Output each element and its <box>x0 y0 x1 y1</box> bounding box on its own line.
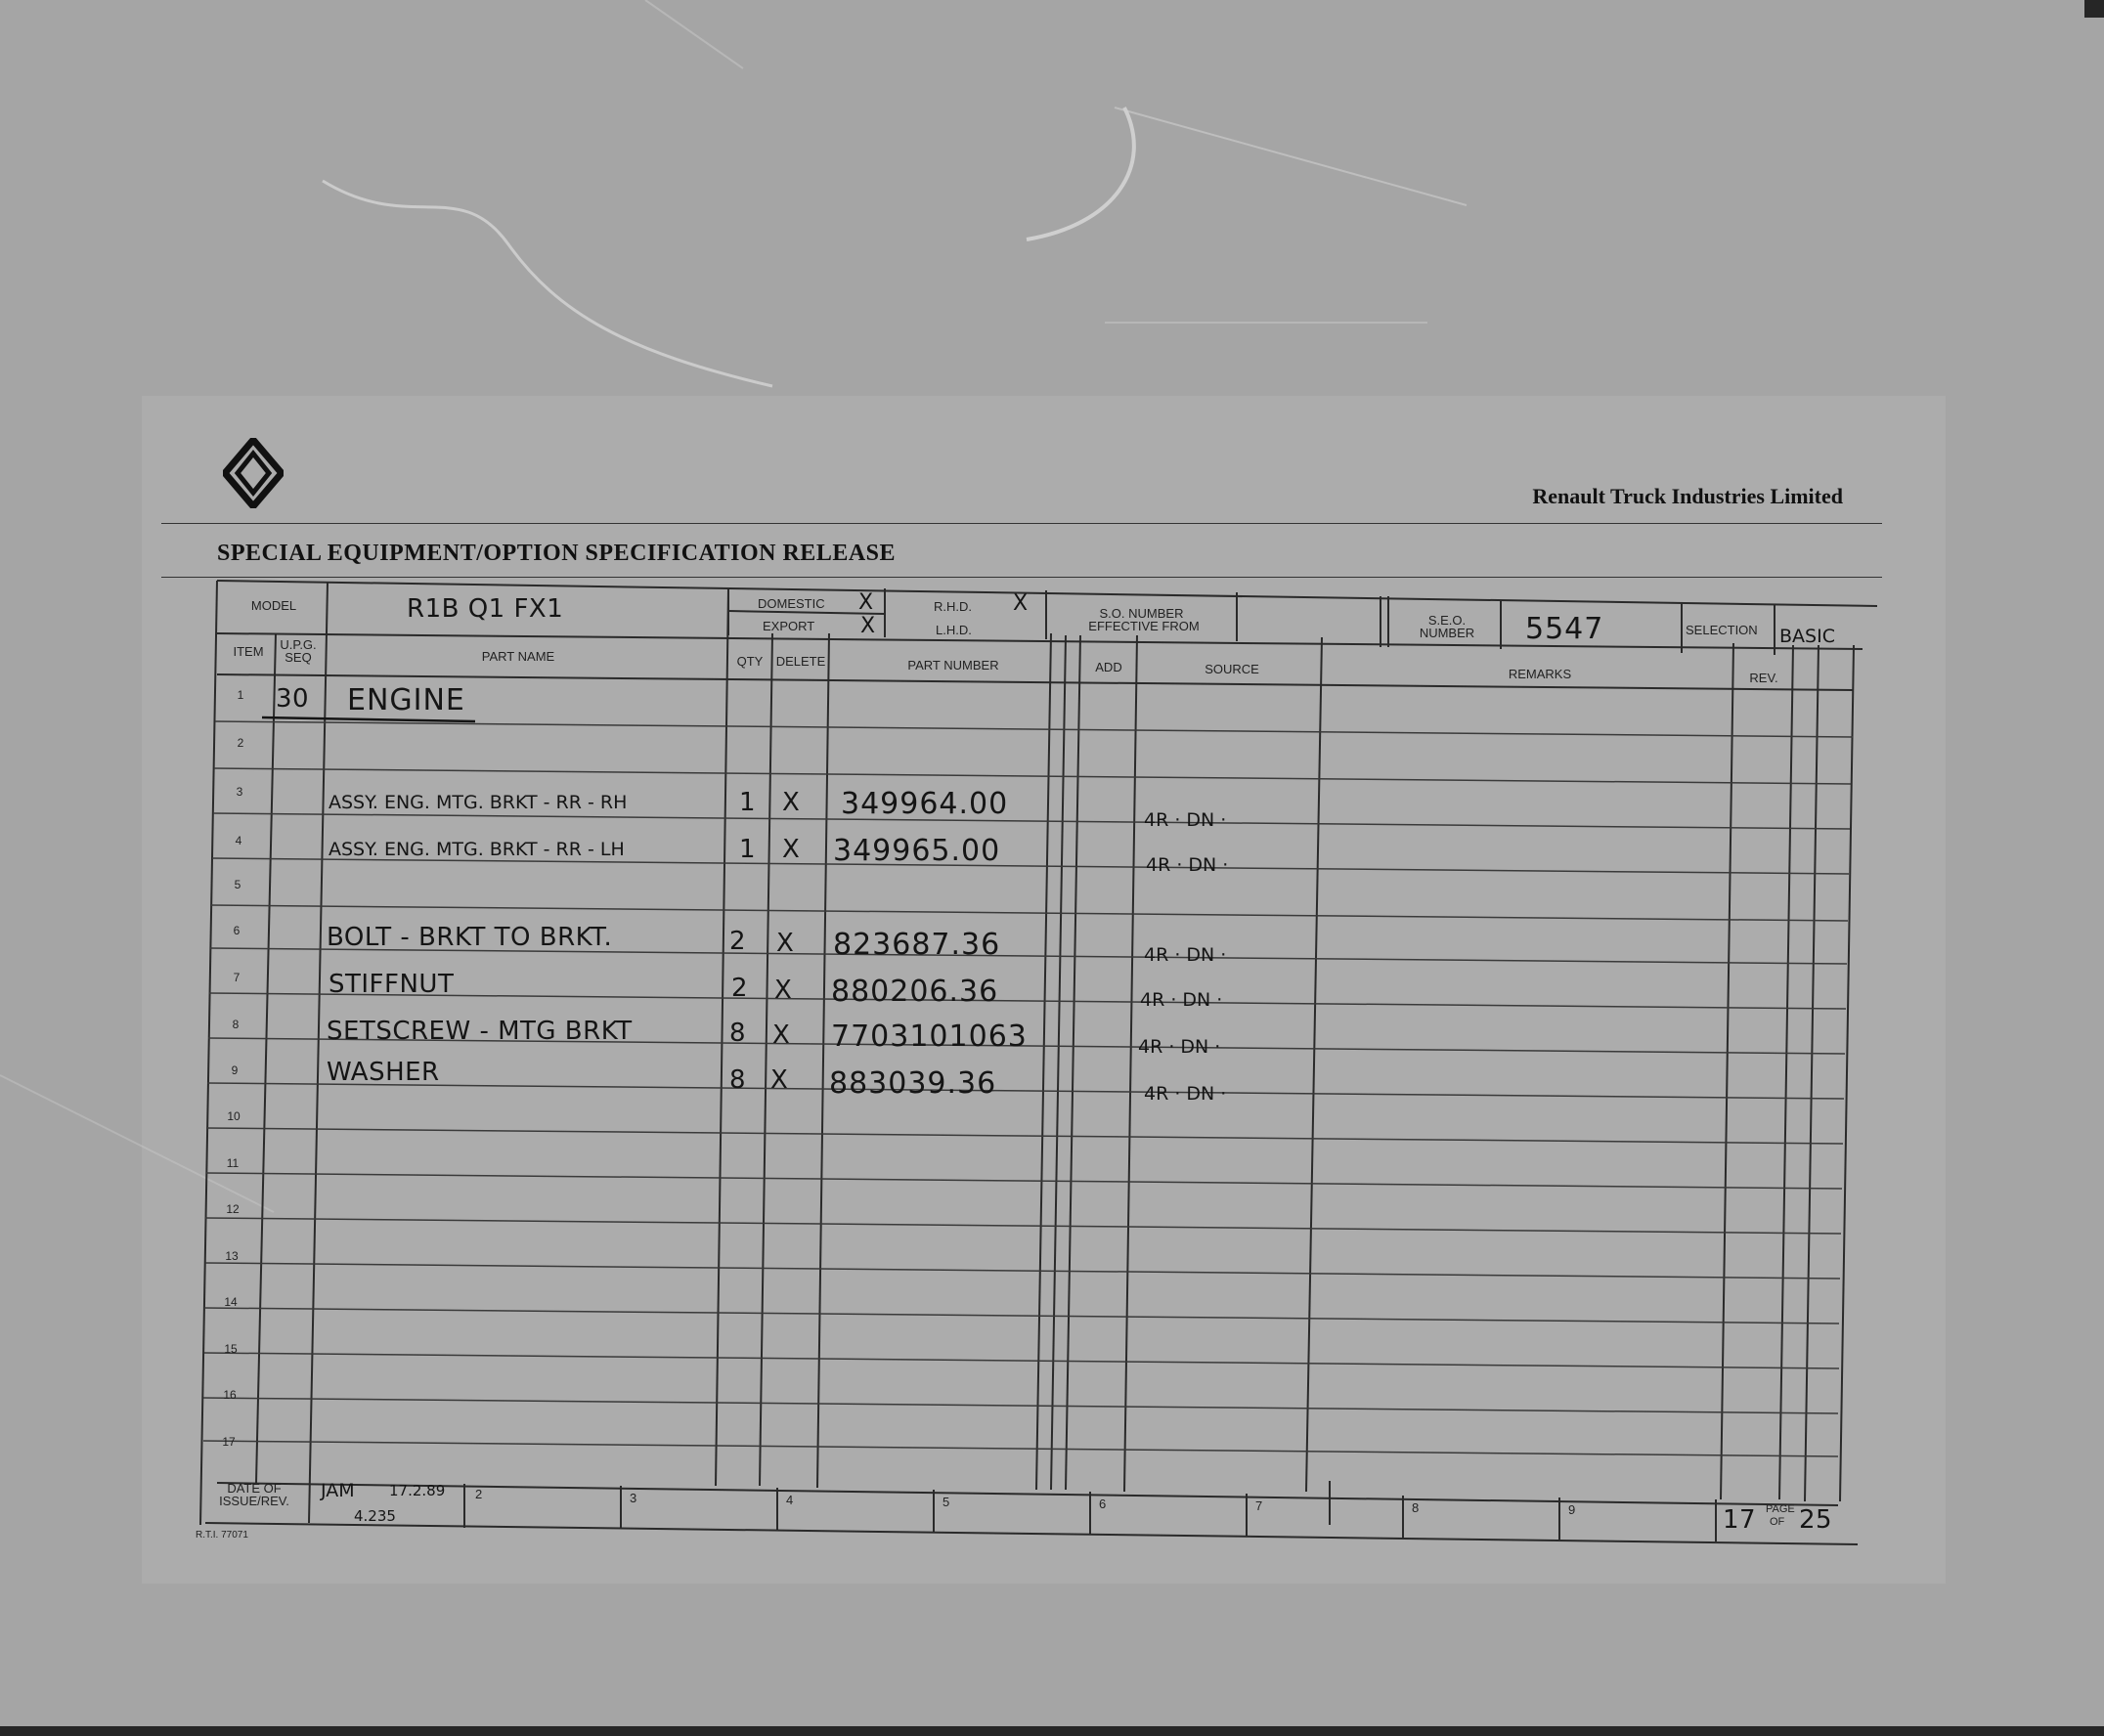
delete-header: DELETE <box>775 654 826 669</box>
date-of-label: DATE OF <box>227 1481 282 1496</box>
part-name-value: ASSY. ENG. MTG. BRKT - RR - RH <box>329 792 628 813</box>
part-name-value: STIFFNUT <box>329 970 455 999</box>
item-number: 9 <box>231 1063 239 1077</box>
part-number-value: 883039.36 <box>829 1066 997 1101</box>
effective-from-label: EFFECTIVE FROM <box>1088 619 1200 633</box>
rev-number: 4 <box>786 1493 794 1507</box>
delete-mark: X <box>772 1020 791 1050</box>
item-number: 14 <box>224 1295 238 1309</box>
source-header: SOURCE <box>1205 662 1259 676</box>
source-value: 4R · DN · <box>1138 1036 1221 1058</box>
source-value: 4R · DN · <box>1140 989 1223 1011</box>
item-number: 4 <box>235 834 242 847</box>
delete-mark: X <box>782 835 801 864</box>
so-number-label: S.O. NUMBER <box>1099 606 1184 621</box>
item-number: 12 <box>226 1202 240 1216</box>
rev1-sub: 4.235 <box>354 1507 396 1525</box>
model-label: MODEL <box>250 598 297 613</box>
part-number-header: PART NUMBER <box>907 658 999 673</box>
delete-mark: X <box>770 1065 789 1095</box>
upg-seq-value: 30 <box>276 684 310 714</box>
delete-mark: X <box>776 929 795 958</box>
qty-header: QTY <box>736 654 764 669</box>
rev1-initials: JAM <box>321 1480 355 1501</box>
upg-header: U.P.G. <box>280 637 317 652</box>
rev-header: REV. <box>1749 671 1778 685</box>
form-code: R.T.I. 77071 <box>196 1530 248 1541</box>
part-number-value: 7703101063 <box>831 1020 1028 1054</box>
item-number: 13 <box>225 1249 239 1263</box>
item-number: 8 <box>232 1018 240 1031</box>
rev-number: 8 <box>1412 1500 1420 1515</box>
page-total: 25 <box>1799 1505 1833 1535</box>
part-name-value: ENGINE <box>347 683 465 717</box>
seq-header: SEQ <box>285 650 312 665</box>
item-number: 16 <box>223 1388 237 1402</box>
page-label: PAGE <box>1766 1503 1795 1515</box>
domestic-check: X <box>858 590 874 615</box>
qty-value: 1 <box>739 835 757 864</box>
form-title: SPECIAL EQUIPMENT/OPTION SPECIFICATION RELEASE <box>217 541 897 566</box>
qty-value: 8 <box>729 1065 747 1095</box>
source-value: 4R · DN · <box>1144 809 1227 831</box>
item-header: ITEM <box>233 644 264 659</box>
rev-number: 7 <box>1255 1498 1263 1513</box>
item-number: 6 <box>233 924 241 937</box>
remarks-header: REMARKS <box>1508 667 1572 681</box>
part-number-value: 349964.00 <box>841 787 1009 821</box>
part-name-header: PART NAME <box>481 649 555 664</box>
export-label: EXPORT <box>763 619 815 633</box>
lhd-label: L.H.D. <box>936 623 972 637</box>
rev-number: 6 <box>1099 1497 1107 1511</box>
part-number-value: 823687.36 <box>833 928 1001 962</box>
page-number: 17 <box>1723 1505 1757 1535</box>
item-number: 7 <box>233 971 241 984</box>
source-value: 4R · DN · <box>1146 854 1229 876</box>
part-name-value: SETSCREW - MTG BRKT <box>327 1017 633 1046</box>
delete-mark: X <box>774 976 793 1005</box>
rhd-check: X <box>1013 591 1029 616</box>
seo-number-label: NUMBER <box>1419 626 1475 640</box>
company-name: Renault Truck Industries Limited <box>1532 484 1843 508</box>
source-value: 4R · DN · <box>1144 944 1227 966</box>
rhd-label: R.H.D. <box>934 599 972 614</box>
qty-value: 2 <box>731 974 749 1003</box>
item-number: 3 <box>236 785 243 799</box>
issue-rev-label: ISSUE/REV. <box>219 1494 289 1508</box>
delete-mark: X <box>782 788 801 817</box>
part-number-value: 880206.36 <box>831 975 999 1009</box>
selection-label: SELECTION <box>1686 623 1758 637</box>
seo-number-value: 5547 <box>1525 612 1604 646</box>
domestic-label: DOMESTIC <box>758 596 825 611</box>
item-number: 5 <box>234 878 241 891</box>
part-name-value: ASSY. ENG. MTG. BRKT - RR - LH <box>329 839 625 860</box>
part-name-value: BOLT - BRKT TO BRKT. <box>327 923 613 952</box>
item-number: 2 <box>237 736 244 750</box>
model-value: R1B Q1 FX1 <box>407 594 564 624</box>
of-label: OF <box>1770 1516 1785 1528</box>
seo-label: S.E.O. <box>1427 613 1467 628</box>
item-number: 1 <box>237 688 244 702</box>
part-name-value: WASHER <box>327 1058 440 1087</box>
rev-number: 5 <box>942 1495 950 1509</box>
item-number: 11 <box>226 1156 240 1170</box>
selection-value: BASIC <box>1779 626 1835 647</box>
qty-value: 1 <box>739 788 757 817</box>
rev-number: 3 <box>630 1491 637 1505</box>
add-header: ADD <box>1095 660 1122 674</box>
rev1-date: 17.2.89 <box>389 1482 446 1499</box>
qty-value: 2 <box>729 927 747 956</box>
rev-number: 2 <box>475 1487 483 1501</box>
rev-number: 9 <box>1568 1502 1576 1517</box>
item-number: 15 <box>224 1342 238 1356</box>
item-number: 17 <box>222 1435 236 1449</box>
source-value: 4R · DN · <box>1144 1083 1227 1105</box>
export-check: X <box>860 614 876 638</box>
item-number: 10 <box>227 1109 241 1123</box>
qty-value: 8 <box>729 1019 747 1048</box>
part-number-value: 349965.00 <box>833 834 1001 868</box>
